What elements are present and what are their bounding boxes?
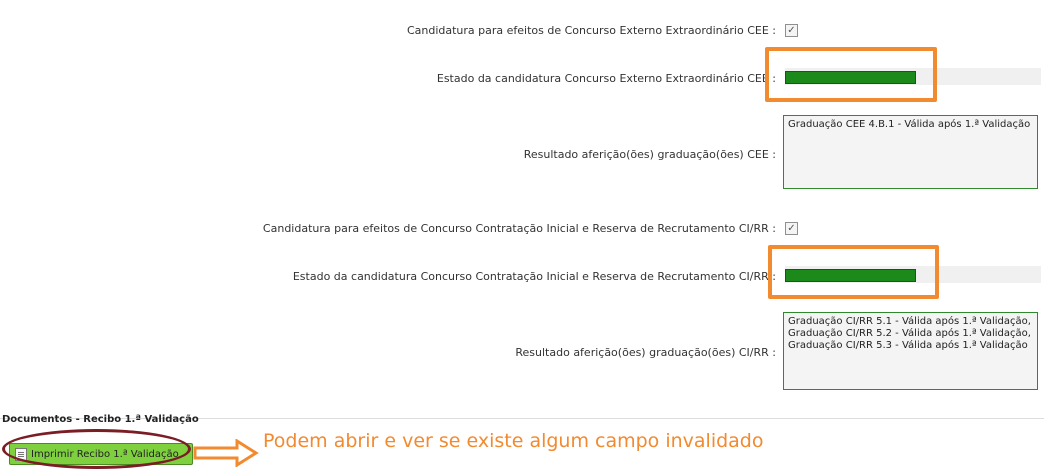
highlight-box-cirr	[768, 245, 939, 299]
cee-resultado-label: Resultado aferição(ões) graduação(ões) CEE :	[523, 148, 776, 161]
annotation-arrow-icon	[193, 439, 259, 467]
highlight-ellipse	[2, 429, 191, 469]
print-receipt-button-label: Imprimir Recibo 1.ª Validação	[31, 448, 179, 460]
annotation-text: Podem abrir e ver se existe algum campo invalidado	[263, 430, 764, 452]
cirr-estado-label: Estado da candidatura Concurso Contratação Inicial e Reserva de Recrutamento CI/RR :	[292, 270, 776, 283]
documentos-section-title: Documentos - Recibo 1.ª Validação	[2, 414, 199, 425]
cirr-candidatura-checkbox[interactable]: ✓	[785, 222, 798, 235]
cee-candidatura-label: Candidatura para efeitos de Concurso Externo Extraordinário CEE :	[406, 24, 776, 37]
cee-candidatura-checkbox[interactable]: ✓	[785, 24, 798, 37]
cirr-resultado-textarea[interactable]: Graduação CI/RR 5.1 - Válida após 1.ª Validação, Graduação CI/RR 5.2 - Válida após 1.ª Validação, Graduação CI/RR 5.3 - Válida após 1.ª Validação	[783, 312, 1038, 390]
cee-estado-label: Estado da candidatura Concurso Externo Extraordinário CEE :	[436, 72, 776, 85]
highlight-box-cee	[765, 47, 937, 102]
cirr-resultado-label: Resultado aferição(ões) graduação(ões) CI/RR :	[515, 346, 776, 359]
cirr-candidatura-label: Candidatura para efeitos de Concurso Contratação Inicial e Reserva de Recrutamento CI/RR :	[262, 222, 776, 235]
cee-resultado-textarea[interactable]: Graduação CEE 4.B.1 - Válida após 1.ª Validação	[783, 115, 1038, 189]
